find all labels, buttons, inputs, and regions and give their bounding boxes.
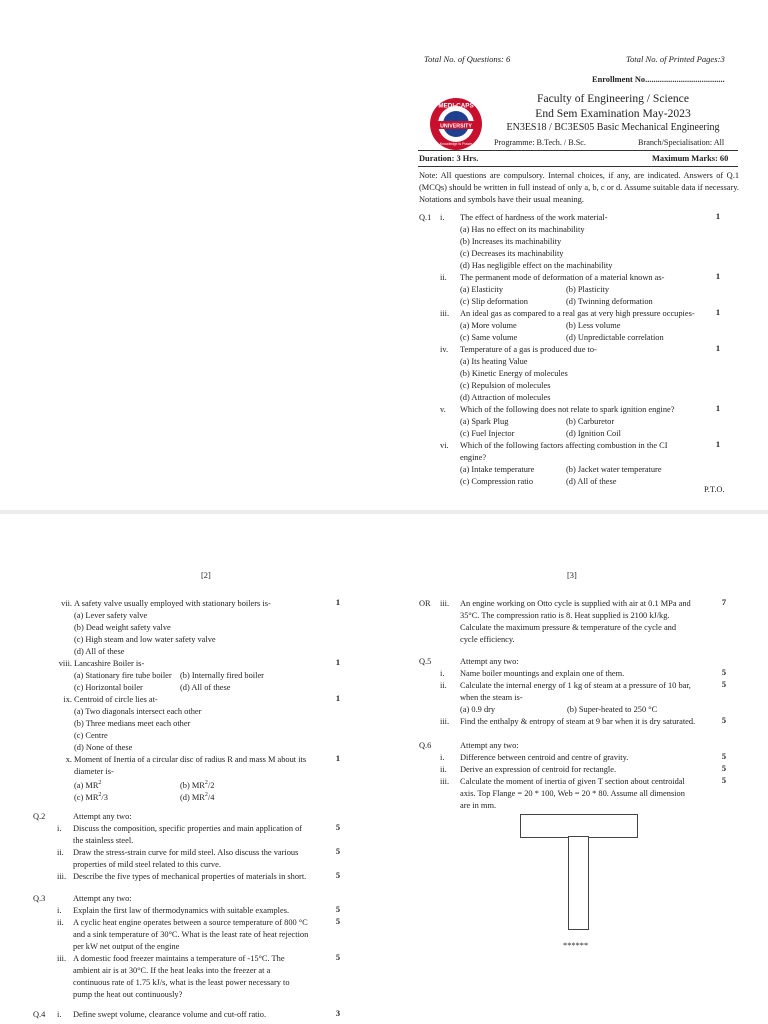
q1-option: (d) $MR^2/4$ xyxy=(180,792,215,802)
q1-option: (c) Same volume xyxy=(460,333,518,342)
q1-item-num: viii. xyxy=(58,659,72,668)
q1-option: (a) Elasticity xyxy=(460,285,504,294)
q1-item-marks: 1 xyxy=(335,694,340,703)
programme: Programme: B.Tech. / B.Sc. xyxy=(494,138,586,147)
q5-label: Q.5 xyxy=(419,657,432,666)
q2-label: Q.2 xyxy=(33,812,46,821)
q1-item-text: A safety valve usually employed with stationary boilers is- xyxy=(74,599,271,608)
q1-item-text: Centroid of circle lies at- xyxy=(74,695,158,704)
university-logo xyxy=(428,96,484,152)
q3-head: Attempt any two: xyxy=(73,894,132,903)
question-num: i. xyxy=(57,824,62,833)
course-title: EN3ES18 / BC3ES05 Basic Mechanical Engineering xyxy=(506,122,720,133)
q1-option: (a) Intake temperature xyxy=(460,465,535,474)
question-marks: 5 xyxy=(335,905,340,914)
page-num-3: [3] xyxy=(567,571,577,580)
q1-item-text-cont: engine? xyxy=(460,453,487,462)
branch: Branch/Specialisation: All xyxy=(638,138,725,147)
q1-option: (d) All of these xyxy=(566,477,617,486)
q1-option: (c) Decreases its machinability xyxy=(460,249,564,258)
total-questions: Total No. of Questions: 6 xyxy=(424,54,511,64)
q4-label: Q.4 xyxy=(33,1010,46,1019)
question-text: A domestic food freezer maintains a temperature of -15°C. The xyxy=(73,954,285,963)
q1-item-num: i. xyxy=(440,213,445,222)
question-text: Describe the five types of mechanical properties of materials in short. xyxy=(73,872,307,881)
faculty-title: Faculty of Engineering / Science xyxy=(537,92,689,105)
duration: Duration: 3 Hrs. xyxy=(419,154,479,163)
q1-item-text: Which of the following factors affecting combustion in the CI xyxy=(460,441,668,450)
question-text: ambient air is at 30°C. If the heat leaks into the freezer at a xyxy=(73,966,271,975)
question-text: the stainless steel. xyxy=(73,836,134,845)
q1-option: (c) High steam and low water safety valve xyxy=(74,635,216,644)
q1-item-num: iii. xyxy=(440,309,450,318)
q1-option: (d) Attraction of molecules xyxy=(460,393,551,402)
q1-option: (b) Kinetic Energy of molecules xyxy=(460,369,568,378)
question-text: Calculate the internal energy of 1 kg of steam at a pressure of 10 bar, xyxy=(460,681,691,690)
q1-option: (b) Three medians meet each other xyxy=(74,719,191,728)
q1-item-text: The permanent mode of deformation of a material known as- xyxy=(460,273,665,282)
q1-option: (d) None of these xyxy=(74,743,133,752)
question-text: Name boiler mountings and explain one of them. xyxy=(460,669,625,678)
header-rule-bottom xyxy=(418,166,738,167)
q1-option: (c) Horizontal boiler xyxy=(74,683,143,692)
q1-item-num: iv. xyxy=(440,345,449,354)
q1-option: (d) Twinning deformation xyxy=(566,297,653,306)
q1-item-text-cont: diameter is- xyxy=(74,767,114,776)
or-question-text: 35°C. The compression ratio is 8. Heat supplied is 2100 kJ/kg. xyxy=(460,611,670,620)
question-marks: 5 xyxy=(721,716,726,725)
q1-option: (b) Jacket water temperature xyxy=(566,465,662,474)
q1-option: (a) Two diagonals intersect each other xyxy=(74,707,202,716)
question-text: axis. Top Flange = 20 * 100, Web = 20 * 80. Assume all dimension xyxy=(460,789,685,798)
q1-option: (a) More volume xyxy=(460,321,517,330)
svg-text:MEDI-CAPS: MEDI-CAPS xyxy=(438,102,474,110)
question-num: ii. xyxy=(440,765,447,774)
q1-option: (a) Has no effect on its machinability xyxy=(460,225,585,234)
question-marks: 5 xyxy=(335,823,340,832)
question-text: when the steam is- xyxy=(460,693,523,702)
q1-option: (c) Fuel Injector xyxy=(460,429,515,438)
q4-i-num: i. xyxy=(57,1010,62,1019)
q1-option: (a) $MR^2$ xyxy=(74,780,102,790)
q1-option: (b) Carburetor xyxy=(566,417,615,426)
q1-item-marks: 1 xyxy=(715,308,720,317)
svg-text:UNIVERSITY: UNIVERSITY xyxy=(440,123,472,130)
q1-option: (b) Dead weight safety valve xyxy=(74,623,171,632)
svg-text:Knowledge is Power: Knowledge is Power xyxy=(439,142,473,146)
q5-head: Attempt any two: xyxy=(460,657,519,666)
question-text: Find the enthalpy & entropy of steam at 9 bar when it is dry saturated. xyxy=(460,717,696,726)
q1-label: Q.1 xyxy=(419,213,432,222)
exam-title: End Sem Examination May-2023 xyxy=(535,107,691,120)
q1-option: (b) Plasticity xyxy=(566,285,610,294)
q4-i-text: Define swept volume, clearance volume and cut-off ratio. xyxy=(73,1010,267,1019)
q1-item-num: x. xyxy=(65,755,72,764)
q1-option: (c) $MR^2/3$ xyxy=(74,792,108,802)
q1-item-marks: 1 xyxy=(335,658,340,667)
question-num: iii. xyxy=(57,954,67,963)
q1-item-marks: 1 xyxy=(715,440,720,449)
q6-head: Attempt any two: xyxy=(460,741,519,750)
q1-option: (c) Slip deformation xyxy=(460,297,528,306)
question-text: properties of mild steel related to this curve. xyxy=(73,860,221,869)
question-marks: 5 xyxy=(335,847,340,856)
q1-item-text: The effect of hardness of the work material- xyxy=(460,213,608,222)
question-text: Calculate the moment of inertia of given T section about centroidal xyxy=(460,777,685,786)
question-text: per kW net output of the engine xyxy=(73,942,180,951)
question-text: Discuss the composition, specific properties and main application of xyxy=(73,824,303,833)
instructions-note: Note: All questions are compulsory. Internal choices, if any, are indicated. Answers of Q.1 (MCQs) should be written in full instead of only a, b, c or d. Assume suitable data if necessary. Notations and symbols have their usual meaning. xyxy=(419,171,739,204)
question-num: ii. xyxy=(57,918,64,927)
q5-steam-opt-a: (a) 0.9 dry xyxy=(460,705,496,714)
q1-option: (d) All of these xyxy=(74,647,125,656)
or-label: OR xyxy=(419,599,431,608)
question-num: ii. xyxy=(440,681,447,690)
question-text: pump the heat out continuously? xyxy=(73,990,183,999)
header-rule-top xyxy=(418,150,738,151)
or-question-text: cycle efficiency. xyxy=(460,635,515,644)
q3-label: Q.3 xyxy=(33,894,46,903)
q1-item-num: ix. xyxy=(63,695,72,704)
q1-item-marks: 1 xyxy=(335,754,340,763)
question-text: Derive an expression of centroid for rectangle. xyxy=(460,765,617,774)
or-question-text: An engine working on Otto cycle is supplied with air at 0.1 MPa and xyxy=(460,599,691,608)
q1-item-text: Which of the following does not relate to spark ignition engine? xyxy=(460,405,675,414)
question-text: Difference between centroid and centre of gravity. xyxy=(460,753,629,762)
q1-item-num: v. xyxy=(440,405,446,414)
q1-option: (d) Unpredictable correlation xyxy=(566,333,664,342)
q1-option: (d) All of these xyxy=(180,683,231,692)
q1-item-text: An ideal gas as compared to a real gas at very high pressure occupies- xyxy=(460,309,695,318)
q1-item-text: Moment of Inertia of a circular disc of radius R and mass M about its xyxy=(74,755,307,764)
t-section-web xyxy=(568,836,589,930)
question-num: iii. xyxy=(57,872,67,881)
question-text: continuous rate of 1.75 kJ/s, what is the least power necessary to xyxy=(73,978,290,987)
q1-item-marks: 1 xyxy=(715,212,720,221)
q1-item-marks: 1 xyxy=(335,598,340,607)
q1-item-text: Temperature of a gas is produced due to- xyxy=(460,345,597,354)
q2-head: Attempt any two: xyxy=(73,812,132,821)
q1-option: (a) Spark Plug xyxy=(460,417,509,426)
page-num-2: [2] xyxy=(201,571,211,580)
max-marks: Maximum Marks: 60 xyxy=(652,154,729,163)
q1-item-num: vii. xyxy=(61,599,72,608)
or-marks: 7 xyxy=(721,598,726,607)
exam-pages-2-3 xyxy=(0,514,768,1024)
question-num: i. xyxy=(440,753,445,762)
question-num: i. xyxy=(440,669,445,678)
q5-steam-opt-b: (b) Super-heated to 250 °C xyxy=(567,705,658,714)
q1-option: (d) Has negligible effect on the machinability xyxy=(460,261,613,270)
q1-option: (a) Its heating Value xyxy=(460,357,528,366)
q6-label: Q.6 xyxy=(419,741,432,750)
q4-i-marks: 3 xyxy=(335,1009,340,1018)
q1-option: (b) $MR^2/2$ xyxy=(180,780,215,790)
q1-item-marks: 1 xyxy=(715,404,720,413)
total-pages: Total No. of Printed Pages:3 xyxy=(626,54,725,64)
question-marks: 5 xyxy=(721,752,726,761)
question-marks: 5 xyxy=(335,953,340,962)
question-marks: 5 xyxy=(335,917,340,926)
q1-option: (a) Lever safety valve xyxy=(74,611,148,620)
q1-option: (a) Stationary fire tube boiler xyxy=(74,671,172,680)
q1-option: (b) Increases its machinability xyxy=(460,237,562,246)
pto: P.T.O. xyxy=(704,485,725,494)
q1-option: (c) Repulsion of molecules xyxy=(460,381,551,390)
question-text: Explain the first law of thermodynamics with suitable examples. xyxy=(73,906,290,915)
question-num: ii. xyxy=(57,848,64,857)
t-section-flange xyxy=(520,814,638,838)
question-marks: 5 xyxy=(721,764,726,773)
end-of-paper: ****** xyxy=(563,941,589,950)
question-marks: 5 xyxy=(721,680,726,689)
q1-option: (c) Centre xyxy=(74,731,108,740)
question-marks: 5 xyxy=(335,871,340,880)
question-text: Draw the stress-strain curve for mild steel. Also discuss the various xyxy=(73,848,299,857)
q1-item-text: Lancashire Boiler is- xyxy=(74,659,145,668)
question-marks: 5 xyxy=(721,668,726,677)
q1-item-marks: 1 xyxy=(715,272,720,281)
question-text: and a sink temperature of 30°C. What is the least rate of heat rejection xyxy=(73,930,309,939)
enrollment-no: Enrollment No...................................... xyxy=(592,75,725,84)
q1-option: (c) Compression ratio xyxy=(460,477,534,486)
question-text: A cyclic heat engine operates between a source temperature of 800 °C xyxy=(73,918,308,927)
q1-item-marks: 1 xyxy=(715,344,720,353)
or-num: iii. xyxy=(440,599,450,608)
question-num: iii. xyxy=(440,777,450,786)
q1-option: (b) Internally fired boiler xyxy=(180,671,264,680)
q1-item-num: vi. xyxy=(440,441,449,450)
question-num: i. xyxy=(57,906,62,915)
q1-option: (b) Less volume xyxy=(566,321,621,330)
q1-item-num: ii. xyxy=(440,273,447,282)
question-marks: 5 xyxy=(721,776,726,785)
or-question-text: Calculate the maximum pressure & temperature of the cycle and xyxy=(460,623,677,632)
exam-page-1 xyxy=(0,0,768,510)
q1-option: (d) Ignition Coil xyxy=(566,429,621,438)
question-num: iii. xyxy=(440,717,450,726)
question-text: are in mm. xyxy=(460,801,497,810)
